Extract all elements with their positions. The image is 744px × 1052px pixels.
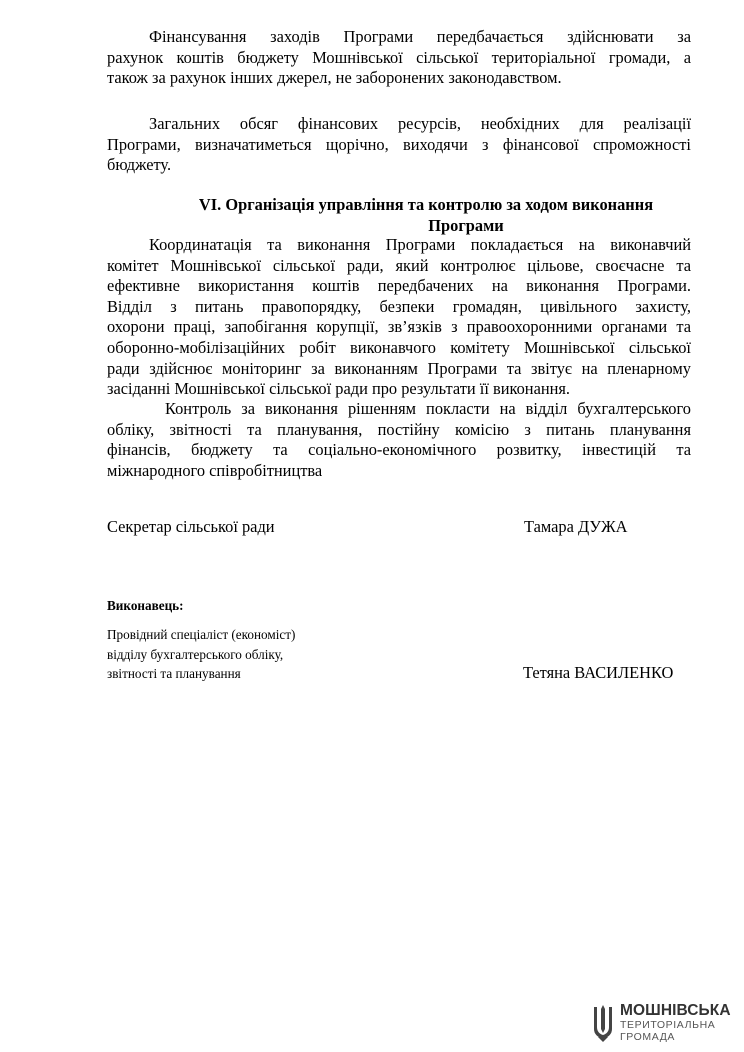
text-line: Фінансування заходів Програми передбачається здійснювати за xyxy=(149,27,691,46)
control-paragraph xyxy=(107,399,691,481)
text-line: засіданні Мошнівської сільської ради про результати її виконання. xyxy=(107,379,571,399)
executor-title xyxy=(107,625,295,684)
resources-paragraph xyxy=(107,114,691,176)
text-line: Програми, визначатиметься щорічно, виходячи з фінансової спроможності xyxy=(107,134,691,154)
executor-title-line: відділу бухгалтерського обліку, xyxy=(107,646,284,662)
community-logo xyxy=(592,1001,731,1045)
text-line: обліку, звітності та планування, постійну комісію з питань планування xyxy=(107,419,691,439)
text-line: міжнародного співробітництва xyxy=(107,460,323,480)
financing-paragraph xyxy=(107,27,691,89)
signatory-position: Секретар сільської ради xyxy=(107,517,275,536)
section-heading-line: Програми xyxy=(428,215,504,235)
executor-title-line: Провідний спеціаліст (економіст) xyxy=(107,627,296,642)
text-line: охорони праці, запобігання корупції, зв’язків з правоохоронними органами та xyxy=(107,317,691,337)
text-line: комітет Мошнівської сільської ради, який контролює цільове, своєчасне та xyxy=(107,255,691,275)
text-line: також за рахунок інших джерел, не заборонених законодавством. xyxy=(107,68,562,88)
text-line: фінансів, бюджету та соціально-економічного розвитку, інвестицій та xyxy=(107,440,691,460)
text-line: Відділ з питань правопорядку, безпеки громадян, цивільного захисту, xyxy=(107,296,691,316)
trident-icon xyxy=(592,1003,614,1043)
text-line: Координатація та виконання Програми покладається на виконавчий xyxy=(149,235,691,254)
text-line: рахунок коштів бюджету Мошнівської сільської територіальної громади, а xyxy=(107,47,691,67)
executor-label: Виконавець: xyxy=(107,598,184,613)
text-line: бюджету. xyxy=(107,155,172,175)
text-line: ефективне використання коштів передбачених на виконання Програми. xyxy=(107,276,691,296)
section-heading-line: VI. Організація управління та контролю за ходом виконання xyxy=(198,195,654,214)
text-line: ради здійснює моніторинг за виконанням Програми та звітує на пленарному xyxy=(107,358,691,378)
text-line: Загальних обсяг фінансових ресурсів, необхідних для реалізації xyxy=(149,114,691,133)
coordination-paragraph xyxy=(107,235,691,400)
text-line: оборонно-мобілізаційних робіт виконавчого комітету Мошнівської сільської xyxy=(107,337,691,357)
executor-name: Тетяна ВАСИЛЕНКО xyxy=(523,663,674,682)
logo-line-3: ГРОМАДА xyxy=(620,1031,676,1043)
logo-line-1: МОШНІВСЬКА xyxy=(620,1002,731,1019)
signatory-name: Тамара ДУЖА xyxy=(524,517,628,536)
logo-line-2: ТЕРИТОРІАЛЬНА xyxy=(620,1019,716,1031)
text-line: Контроль за виконання рішенням покласти на відділ бухгалтерського xyxy=(165,399,691,418)
section-heading xyxy=(107,195,691,236)
executor-title-line: звітності та планування xyxy=(107,666,241,681)
